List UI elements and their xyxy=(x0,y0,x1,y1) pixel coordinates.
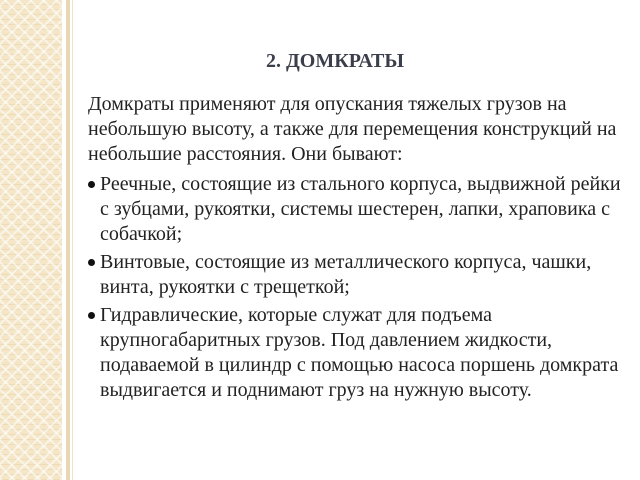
slide-title: 2. ДОМКРАТЫ xyxy=(266,50,405,72)
decorative-side-rule-thin xyxy=(72,0,73,480)
decorative-side-rule xyxy=(66,0,70,480)
bullet-dot-icon xyxy=(88,312,95,319)
bullet-item-screw-jack xyxy=(88,250,624,300)
bullet-text: Винтовые, состоящие из металлического корпуса, чашки, винта, рукоятки с трещеткой; xyxy=(100,251,592,298)
decorative-side-band xyxy=(0,0,62,480)
slide-content xyxy=(88,0,628,480)
bullet-text: Гидравлические, которые служат для подъема крупногабаритных грузов. Под давлением жидкости, подаваемой в цилиндр с помощью насоса поршень домкрата выдвигается и поднимают груз на нужную высоту. xyxy=(100,304,619,401)
intro-paragraph: Домкраты применяют для опускания тяжелых грузов на небольшую высоту, а также для перемещения конструкций на небольшие расстояния. Они бывают: xyxy=(88,93,617,165)
bullet-text: Реечные, состоящие из стального корпуса, выдвижной рейки с зубцами, рукоятки, системы шестерен, лапки, храповика с собачкой; xyxy=(100,173,621,245)
bullet-item-rack-jack xyxy=(88,172,624,247)
bullet-dot-icon xyxy=(88,259,95,266)
bullet-list xyxy=(88,172,624,406)
bullet-dot-icon xyxy=(88,181,95,188)
bullet-item-hydraulic-jack xyxy=(88,303,624,403)
